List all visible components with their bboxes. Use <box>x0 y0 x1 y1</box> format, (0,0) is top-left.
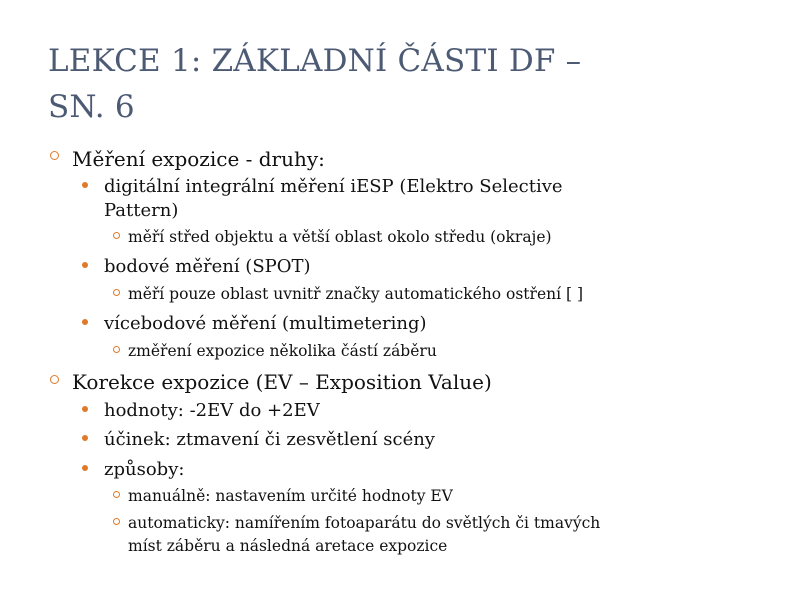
list-item-text: účinek: ztmavení či zesvětlení scény <box>104 429 435 450</box>
bullet-level2-icon <box>82 406 88 412</box>
list-item-text: bodové měření (SPOT) <box>104 256 311 277</box>
list-item-text: Korekce expozice (EV – Exposition Value) <box>72 370 492 394</box>
list-item-text: vícebodové měření (multimetering) <box>104 313 427 334</box>
bullet-level2-icon <box>82 319 88 325</box>
bullet-level2-icon <box>82 465 88 471</box>
bullet-level1-icon <box>50 375 59 384</box>
list-item-text: Pattern) <box>104 200 179 221</box>
title-line-2: SN. 6 <box>48 89 135 125</box>
list-item-text: digitální integrální měření iESP (Elektro Selective <box>104 176 563 197</box>
bullet-level2-icon <box>82 435 88 441</box>
list-item-text: manuálně: nastavením určité hodnoty EV <box>128 487 453 505</box>
list-item-text: měří střed objektu a větší oblast okolo středu (okraje) <box>128 228 552 246</box>
list-item-text: měří pouze oblast uvnitř značky automatického ostření [ ] <box>128 285 584 303</box>
list-item-text: změření expozice několika částí záběru <box>128 342 437 360</box>
bullet-level1-icon <box>50 151 59 160</box>
list-item-text: způsoby: <box>104 459 185 480</box>
slide-title <box>48 38 748 130</box>
list-item-text: míst záběru a následná aretace expozice <box>128 537 448 555</box>
bullet-level3-icon <box>113 289 120 296</box>
list-item-text: hodnoty: -2EV do +2EV <box>104 400 320 421</box>
bullet-level3-icon <box>113 346 120 353</box>
list-item-text: Měření expozice - druhy: <box>72 147 325 171</box>
bullet-level3-icon <box>113 518 120 525</box>
list-item-text: automaticky: namířením fotoaparátu do světlých či tmavých <box>128 514 601 532</box>
bullet-level2-icon <box>82 262 88 268</box>
bullet-level2-icon <box>82 182 88 188</box>
bullet-level3-icon <box>113 232 120 239</box>
bullet-level3-icon <box>113 491 120 498</box>
title-line-1: LEKCE 1: ZÁKLADNÍ ČÁSTI DF – <box>48 43 582 79</box>
